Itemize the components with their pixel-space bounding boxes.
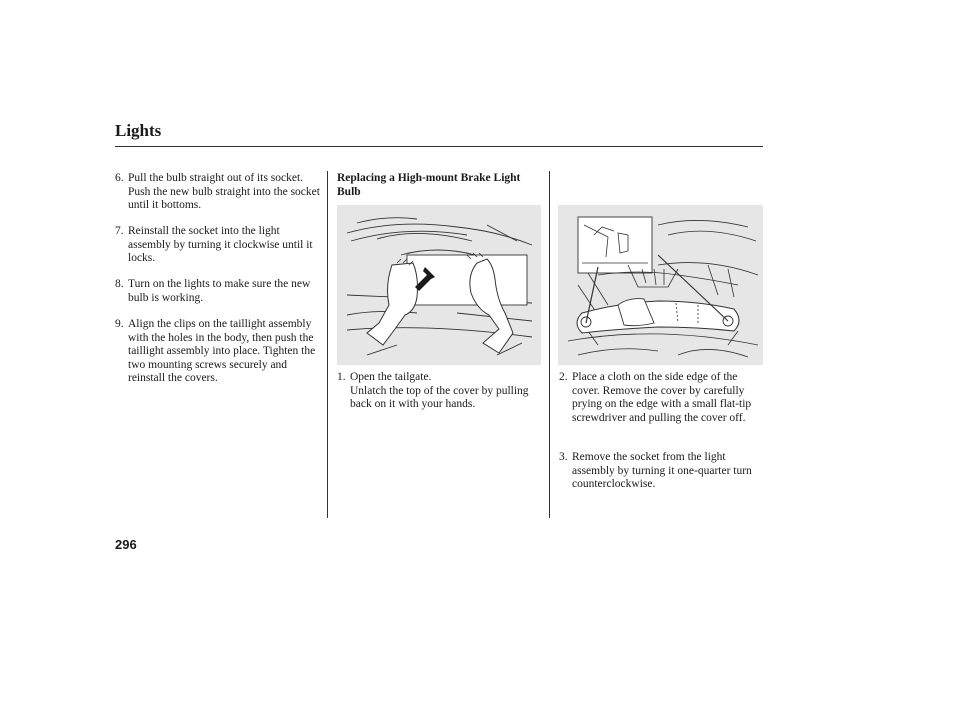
step-number: 3. (559, 451, 568, 463)
step-number: 9. (115, 318, 124, 330)
column-divider-left (327, 171, 328, 518)
step-number: 7. (115, 225, 124, 237)
step-6 (115, 172, 320, 213)
illustration-unlatch-cover (337, 205, 541, 365)
step-8 (115, 278, 320, 305)
step-number: 1. (337, 371, 346, 383)
step-text: Pull the bulb straight out of its socket. Push the new bulb straight into the socket until it bottoms. (128, 172, 320, 211)
step-number: 2. (559, 371, 568, 383)
step-text: Align the clips on the taillight assembly with the holes in the body, then push the taillight assembly into place. Tighten the two mounting screws securely and reinstall the covers. (128, 318, 316, 384)
step-1 (337, 371, 542, 412)
light-assembly-drawing (558, 205, 763, 365)
page-title: Lights (115, 121, 162, 140)
page-number: 296 (115, 537, 137, 552)
step-text: Place a cloth on the side edge of the cover. Remove the cover by carefully prying on the edge with a small flat-tip screwdriver and pulling the cover off. (572, 371, 752, 424)
step-text: Turn on the lights to make sure the new bulb is working. (128, 278, 311, 304)
step-text-line2: Unlatch the top of the cover by pulling back on it with your hands. (350, 384, 529, 410)
step-9 (115, 318, 320, 386)
step-number: 6. (115, 172, 124, 184)
step-3 (559, 451, 764, 492)
title-rule (115, 146, 763, 147)
hands-cover-drawing (337, 205, 541, 365)
step-text: Remove the socket from the light assembly by turning it one-quarter turn counterclockwise. (572, 451, 752, 490)
step-2 (559, 371, 764, 425)
step-text: Reinstall the socket into the light assembly by turning it clockwise until it locks. (128, 225, 313, 264)
step-text-line1: Open the tailgate. (350, 371, 432, 383)
step-number: 8. (115, 278, 124, 290)
column-divider-right (549, 171, 550, 518)
illustration-remove-cover (558, 205, 763, 365)
step-7 (115, 225, 320, 266)
section-heading: Replacing a High-mount Brake Light Bulb (337, 172, 521, 198)
